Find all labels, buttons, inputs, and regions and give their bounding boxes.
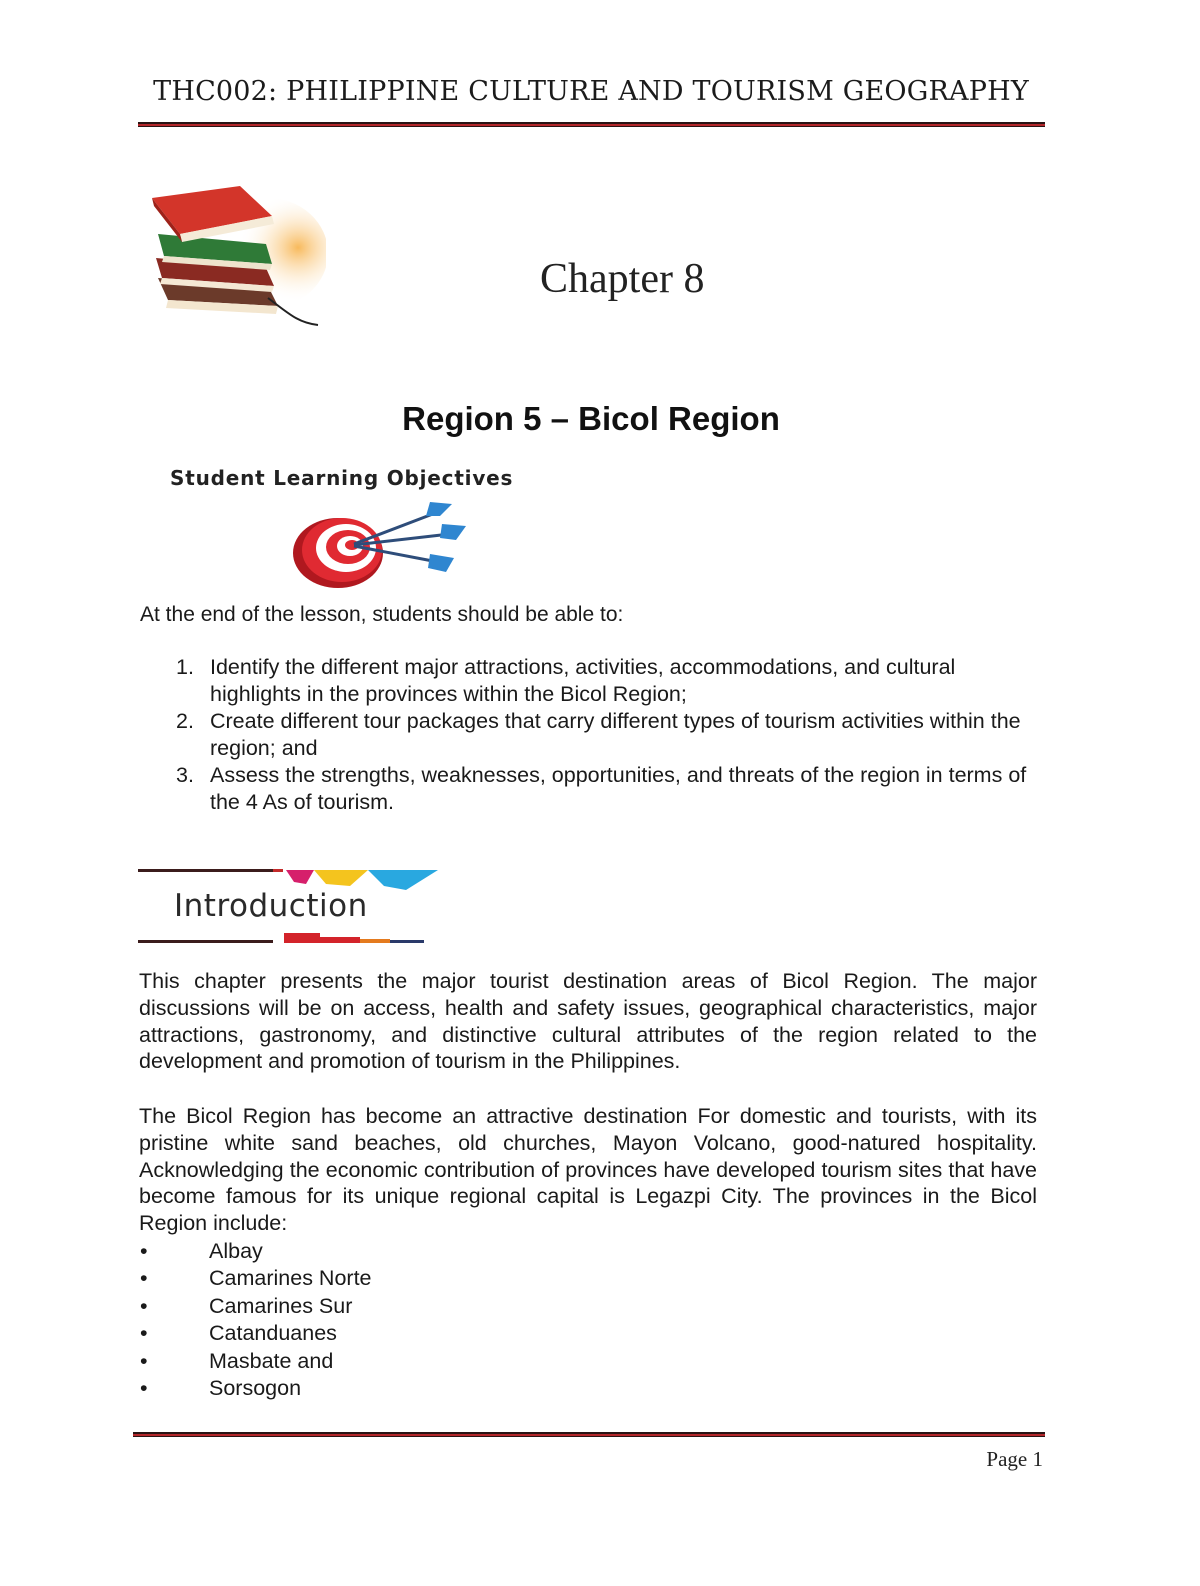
book-stack-illustration [148, 178, 326, 333]
objective-item [168, 708, 1048, 761]
introduction-paragraph-2: The Bicol Region has become an attractive destination For domestic and tourists, with its pristine white sand beaches, old churches, Mayon Volcano, good-natured hospitality. Acknowledging the economic contribution of provinces have developed tourism sites that have become famous for its unique regional capital is Legazpi City. The provinces in the Bicol Region include: [139, 1104, 1037, 1236]
province-item: • Sorsogon [140, 1375, 372, 1402]
objective-number: 1. [176, 655, 194, 679]
course-header-title: THC002: PHILIPPINE CULTURE AND TOURISM GEOGRAPHY [153, 76, 1029, 107]
province-list [140, 1238, 372, 1402]
bullet-icon: • [140, 1348, 148, 1373]
region-title: Region 5 – Bicol Region [402, 400, 780, 437]
objective-text: Assess the strengths, weaknesses, opportunities, and threats of the region in terms of the 4 As of tourism. [210, 763, 1027, 814]
objective-text: Identify the different major attractions, activities, accommodations, and cultural highlights in the provinces within the Bicol Region; [210, 655, 956, 706]
province-item: • Albay [140, 1238, 372, 1265]
introduction-heading: Introduction [174, 888, 368, 924]
introduction-paragraph-1: This chapter presents the major tourist destination areas of Bicol Region. The major discussions will be on access, health and safety issues, geographical characteristics, major attractions, gastronomy, and distinctive cultural attributes of the region related to the development and promotion of tourism in the Philippines. [139, 969, 1037, 1074]
province-item: • Camarines Sur [140, 1293, 372, 1320]
province-item: • Catanduanes [140, 1320, 372, 1347]
bullet-icon: • [140, 1266, 148, 1291]
objective-number: 2. [176, 709, 194, 733]
objective-number: 3. [176, 763, 194, 787]
province-item: • Camarines Norte [140, 1265, 372, 1292]
bullet-icon: • [140, 1376, 148, 1401]
target-darts-icon [290, 498, 480, 590]
objective-text: Create different tour packages that carry different types of tourism activities within the region; and [210, 709, 1021, 760]
footer-rule-accent [133, 1434, 1045, 1436]
province-item: • Masbate and [140, 1348, 372, 1375]
objective-item [168, 654, 1048, 707]
bullet-icon: • [140, 1321, 148, 1346]
objectives-intro-text: At the end of the lesson, students should be able to: [140, 603, 624, 626]
chapter-title: Chapter 8 [540, 256, 705, 302]
bullet-icon: • [140, 1293, 148, 1318]
objective-item [168, 762, 1048, 815]
page-number: Page 1 [986, 1447, 1043, 1471]
objectives-list [168, 654, 1048, 816]
header-rule-accent [138, 124, 1045, 126]
learning-objectives-heading: Student Learning Objectives [170, 466, 514, 490]
bullet-icon: • [140, 1239, 148, 1263]
